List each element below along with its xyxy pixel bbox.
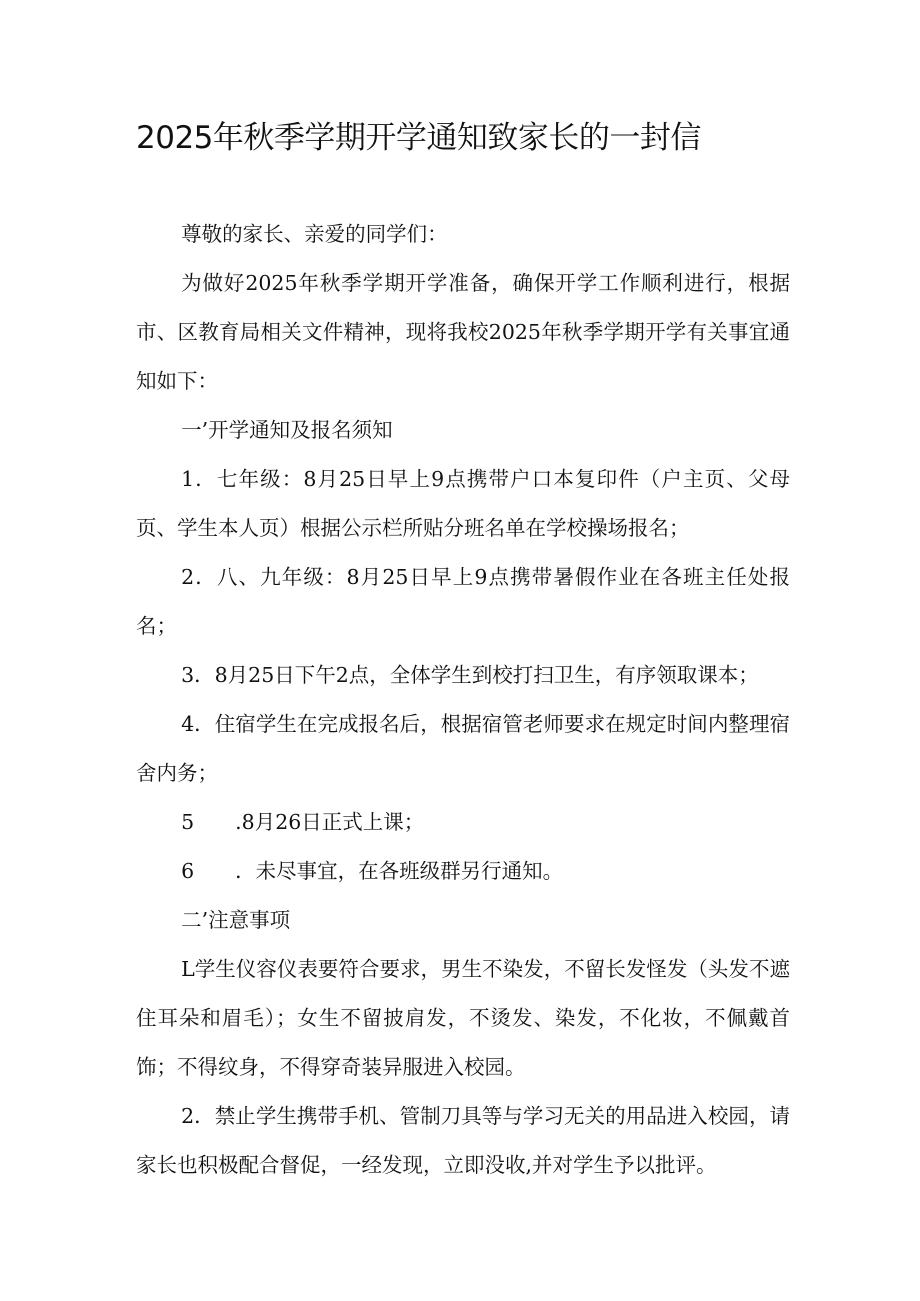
section-1-item-5: 5 .8月26日正式上课；	[181, 810, 425, 834]
section-2-item-2: 2．禁止学生携带手机、管制刀具等与学习无关的用品进入校园，请家长也积极配合督促，一经发现，立即没收,并对学生予以批评。	[136, 1104, 790, 1177]
section-1-item-2: 2．八、九年级：8月25日早上9点携带暑假作业在各班主任处报名；	[136, 565, 790, 638]
document-title: 2025年秋季学期开学通知致家长的一封信	[136, 120, 701, 156]
section-1-item-6: 6 ．未尽事宜，在各班级群另行通知。	[181, 859, 564, 883]
greeting: 尊敬的家长、亲爱的同学们：	[181, 222, 448, 246]
section-2-heading: 二’注意事项	[181, 908, 291, 932]
section-1-item-4: 4．住宿学生在完成报名后，根据宿管老师要求在规定时间内整理宿舍内务；	[136, 712, 790, 785]
section-1-heading: 一’开学通知及报名须知	[181, 418, 393, 442]
letter-body	[136, 210, 790, 1190]
section-1-item-1: 1．七年级：8月25日早上9点携带户口本复印件（户主页、父母页、学生本人页）根据公示栏所贴分班名单在学校操场报名；	[136, 467, 790, 540]
section-1-item-3: 3．8月25日下午2点，全体学生到校打扫卫生，有序领取课本；	[181, 663, 759, 687]
section-2-item-1: L学生仪容仪表要符合要求，男生不染发，不留长发怪发（头发不遮住耳朵和眉毛）；女生不留披肩发，不烫发、染发，不化妆，不佩戴首饰；不得纹身，不得穿奇装异服进入校园。	[136, 957, 790, 1079]
intro-paragraph: 为做好2025年秋季学期开学准备，确保开学工作顺利进行，根据市、区教育局相关文件精神，现将我校2025年秋季学期开学有关事宜通知如下：	[136, 271, 790, 393]
